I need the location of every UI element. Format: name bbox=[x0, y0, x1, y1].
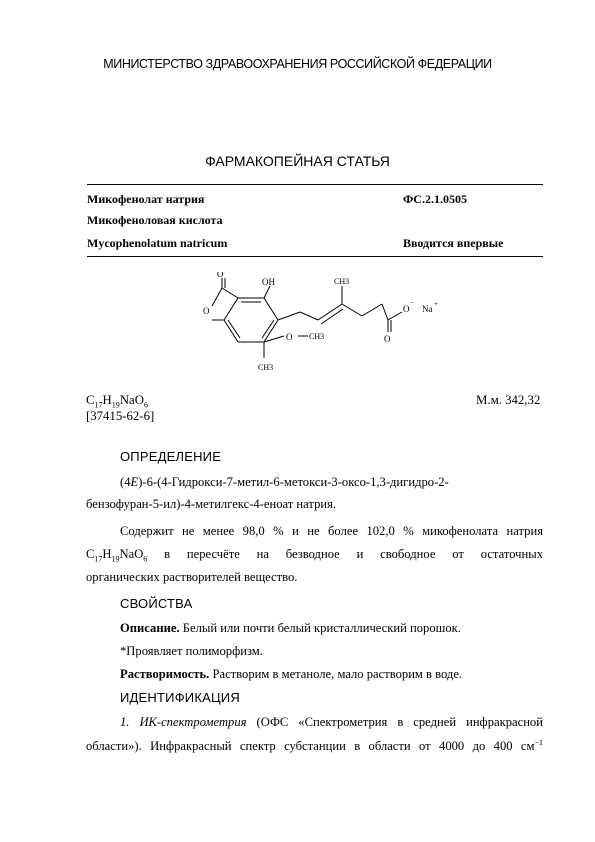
ring-o-label: O bbox=[203, 306, 210, 316]
properties-heading: СВОЙСТВА bbox=[120, 596, 193, 611]
divider-top bbox=[87, 184, 543, 185]
carbonyl-o-label: O bbox=[384, 334, 391, 344]
methoxy-o-label: O bbox=[286, 332, 293, 342]
divider-bottom bbox=[87, 256, 543, 257]
lactone-o-label: O bbox=[217, 272, 224, 279]
plus-charge: + bbox=[434, 300, 438, 308]
molecular-formula: $C_{17}H_{19}NaO_6$ bbox=[86, 393, 148, 410]
content-line-2: $C_{17}H_{19}NaO_6$ в пересчёте на безводное и свободное от остаточных bbox=[86, 547, 543, 564]
identification-heading: ИДЕНТИФИКАЦИЯ bbox=[120, 690, 240, 705]
status-text: Вводится впервые bbox=[403, 236, 504, 250]
molecular-weight: М.м. 342,32 bbox=[476, 393, 541, 407]
oh-label: OH bbox=[262, 277, 275, 287]
content-line-1: Содержит не менее 98,0 % и не более 102,0 % микофенолата натрия bbox=[120, 524, 543, 538]
structural-formula bbox=[190, 272, 450, 382]
description-line: Описание. Белый или почти белый кристаллический порошок. bbox=[120, 621, 461, 635]
lactone-ring bbox=[212, 278, 238, 320]
latin-name: Mycophenolatum natricum bbox=[87, 236, 228, 250]
side-bonds bbox=[264, 286, 402, 358]
methoxy-ch3-label: CH3 bbox=[309, 332, 325, 341]
ch3-top-label: CH3 bbox=[334, 277, 350, 286]
minus-charge: − bbox=[410, 299, 414, 307]
article-code: ФС.2.1.0505 bbox=[403, 192, 467, 206]
ministry-title: МИНИСТЕРСТВО ЗДРАВООХРАНЕНИЯ РОССИЙСКОЙ ФЕДЕРАЦИИ bbox=[103, 57, 492, 71]
definition-line-2: бензофуран-5-ил)-4-метилгекс-4-еноат натрия. bbox=[86, 497, 337, 511]
polymorph-note: *Проявляет полиморфизм. bbox=[120, 644, 263, 658]
identification-line-2: области»). Инфракрасный спектр субстанции в области от 4000 до 400 $см^{-1}$ bbox=[86, 737, 543, 753]
ru-name: Микофенолат натрия bbox=[87, 192, 205, 206]
content-line-3: органических растворителей вещество. bbox=[86, 570, 298, 584]
cas-number: [37415-62-6] bbox=[86, 409, 155, 423]
solubility-line: Растворимость. Растворим в метаноле, мало растворим в воде. bbox=[120, 667, 463, 681]
na-label: Na bbox=[422, 304, 433, 314]
article-title: ФАРМАКОПЕЙНАЯ СТАТЬЯ bbox=[205, 153, 390, 169]
definition-line-1: (4E)-6-(4-Гидрокси-7-метил-6-метокси-3-оксо-1,3-дигидро-2- bbox=[120, 475, 449, 489]
definition-heading: ОПРЕДЕЛЕНИЕ bbox=[120, 449, 222, 464]
alt-name: Микофеноловая кислота bbox=[87, 213, 223, 227]
carboxylate-o-label: O bbox=[403, 304, 410, 314]
ch3-bottom-label: CH3 bbox=[258, 363, 274, 372]
identification-line-1: 1. ИК-спектрометрия (ОФС «Спектрометрия в средней инфракрасной bbox=[120, 715, 543, 729]
benzene-ring bbox=[224, 298, 278, 342]
